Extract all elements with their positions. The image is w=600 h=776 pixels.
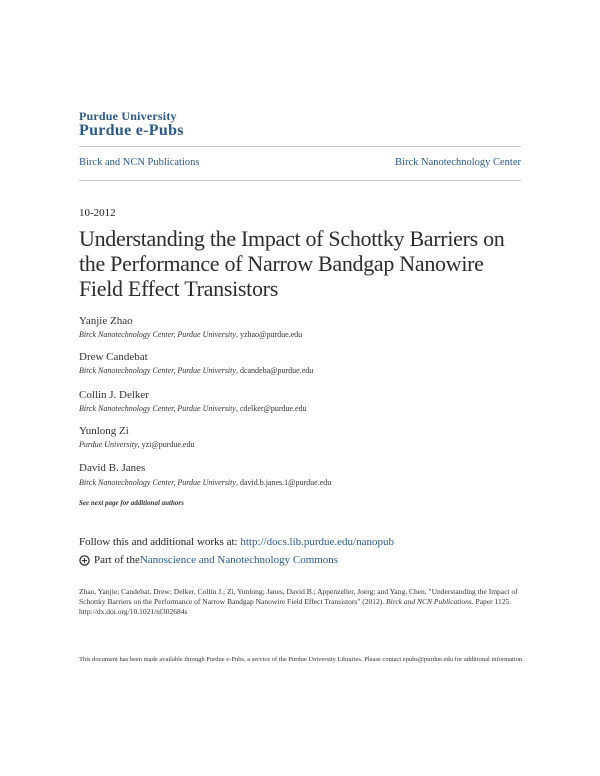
header-divider-bottom (79, 180, 521, 181)
author-affiliation (79, 440, 194, 449)
author-affiliation (79, 478, 331, 487)
author-email[interactable]: , dcandeba@purdue.edu (235, 366, 314, 375)
affiliation-institution: Birck Nanotechnology Center, Purdue University (79, 330, 236, 339)
part-of-prefix: Part of the (94, 554, 140, 566)
affiliation-institution: Birck Nanotechnology Center, Purdue University (79, 478, 236, 487)
publication-date: 10-2012 (79, 207, 116, 219)
author-name: Drew Candebat (79, 351, 148, 363)
breadcrumb-center-link[interactable]: Birck Nanotechnology Center (395, 157, 521, 168)
availability-note: This document has been made available through Purdue e-Pubs, a service of the Purdue University Libraries. Please contact epubs@purdue.edu for additional information. (79, 656, 524, 663)
institution-name[interactable]: Purdue University (79, 109, 177, 123)
creative-commons-icon (79, 555, 90, 566)
author-email[interactable]: , david.b.janes.1@purdue.edu (235, 478, 332, 487)
affiliation-institution: Birck Nanotechnology Center, Purdue University (79, 404, 236, 413)
author-name: Yunlong Zi (79, 425, 129, 437)
affiliation-institution: Birck Nanotechnology Center, Purdue University (79, 366, 236, 375)
author-name: Collin J. Delker (79, 389, 149, 401)
citation-text: Zhao, Yanjie; Candebat, Drew; Delker, Collin J.; Zi, Yunlong; Janes, David B.; Appenzeller, Joerg; and Yang, Chen, "Understanding the Impact of Schottky Barriers on the Performance of Narrow Bandgap Nanowire Field Effect Transistors" (2012). (79, 587, 518, 606)
citation-doi[interactable]: http://dx.doi.org/10.1021/nl302684s (79, 607, 188, 616)
repository-name[interactable]: Purdue e-Pubs (79, 122, 184, 139)
citation-journal: Birck and NCN Publications (386, 597, 472, 606)
see-next-page-note: See next page for additional authors (79, 499, 184, 507)
citation-paper: . Paper 1125. (471, 597, 512, 606)
author-name: Yanjie Zhao (79, 315, 133, 327)
follow-prefix: Follow this and additional works at: (79, 536, 241, 548)
author-name: David B. Janes (79, 462, 146, 474)
author-email[interactable]: , yzhao@purdue.edu (235, 330, 303, 339)
follow-line (79, 536, 394, 548)
citation-block (79, 587, 525, 617)
author-email[interactable]: , yzi@purdue.edu (137, 440, 195, 449)
part-of-line (79, 554, 338, 566)
author-affiliation (79, 330, 302, 339)
author-affiliation (79, 404, 307, 413)
paper-title: Understanding the Impact of Schottky Barriers on the Performance of Narrow Bandgap Nanowire Field Effect Transistors (79, 226, 505, 301)
affiliation-institution: Purdue University (79, 440, 138, 449)
header-divider-top (79, 146, 521, 147)
breadcrumb-collection-link[interactable]: Birck and NCN Publications (79, 157, 200, 168)
author-email[interactable]: , cdelker@purdue.edu (235, 404, 307, 413)
commons-link[interactable]: Nanoscience and Nanotechnology Commons (139, 554, 339, 566)
collection-url-link[interactable]: http://docs.lib.purdue.edu/nanopub (240, 536, 395, 548)
author-affiliation (79, 366, 313, 375)
